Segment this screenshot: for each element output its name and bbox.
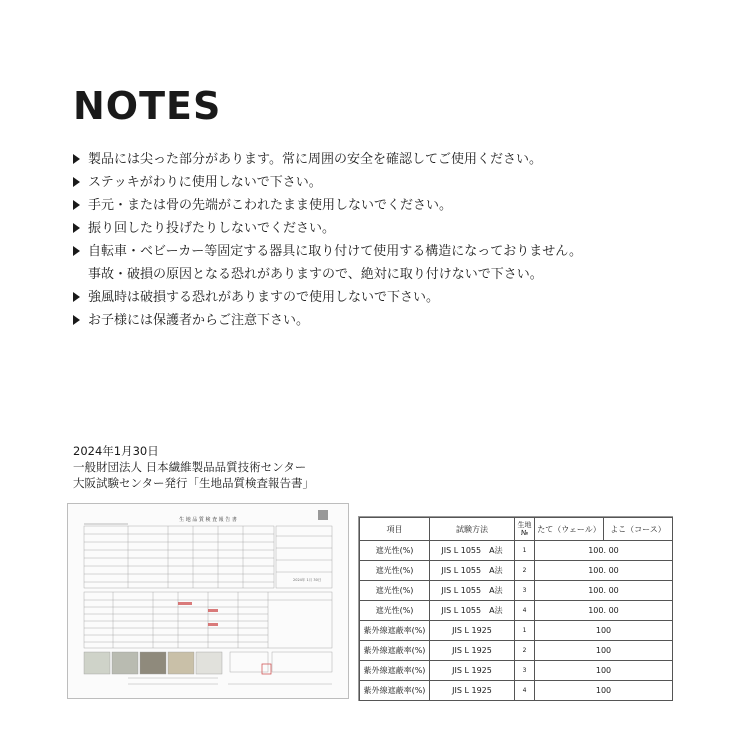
cell-no: 4 bbox=[515, 681, 535, 701]
bullet-triangle-icon bbox=[73, 246, 80, 256]
note-item bbox=[73, 171, 713, 194]
test-results-table bbox=[358, 516, 673, 701]
note-item bbox=[73, 240, 713, 263]
table-row bbox=[360, 621, 673, 641]
table-row bbox=[360, 661, 673, 681]
report-date-line: 2024年 1月 30日 bbox=[293, 578, 322, 582]
note-item bbox=[73, 194, 713, 217]
note-text: 自転車・ベビーカー等固定する器具に取り付けて使用する構造になっておりません。 bbox=[88, 244, 583, 259]
source-issuer: 大阪試験センター発行「生地品質検査報告書」 bbox=[73, 476, 315, 490]
bullet-triangle-icon bbox=[73, 154, 80, 164]
table-row bbox=[360, 601, 673, 621]
note-text: 手元・または骨の先端がこわれたまま使用しないでください。 bbox=[88, 198, 453, 213]
cell-item: 紫外線遮蔽率(%) bbox=[360, 641, 430, 661]
cell-no: 2 bbox=[515, 561, 535, 581]
cell-value: 100. 00 bbox=[535, 601, 673, 621]
cell-item: 紫外線遮蔽率(%) bbox=[360, 661, 430, 681]
cell-no: 3 bbox=[515, 661, 535, 681]
bullet-triangle-icon bbox=[73, 200, 80, 210]
cell-item: 遮光性(%) bbox=[360, 541, 430, 561]
cell-method: JIS L 1055 A法 bbox=[430, 561, 515, 581]
bullet-triangle-icon bbox=[73, 315, 80, 325]
cell-value: 100 bbox=[535, 661, 673, 681]
cell-method: JIS L 1055 A法 bbox=[430, 541, 515, 561]
bullet-triangle-icon bbox=[73, 223, 80, 233]
cell-item: 紫外線遮蔽率(%) bbox=[360, 681, 430, 701]
cell-value: 100 bbox=[535, 641, 673, 661]
cell-item: 遮光性(%) bbox=[360, 561, 430, 581]
cell-value: 100. 00 bbox=[535, 541, 673, 561]
notes-list bbox=[73, 148, 713, 332]
table-row bbox=[360, 561, 673, 581]
column-header: よこ（コース） bbox=[604, 518, 673, 541]
note-text: 強風時は破損する恐れがありますので使用しないで下さい。 bbox=[88, 290, 440, 305]
cell-method: JIS L 1925 bbox=[430, 661, 515, 681]
cell-value: 100. 00 bbox=[535, 561, 673, 581]
note-text: 振り回したり投げたりしないでください。 bbox=[88, 221, 336, 236]
cell-no: 4 bbox=[515, 601, 535, 621]
cell-method: JIS L 1925 bbox=[430, 641, 515, 661]
report-heading: 生 地 品 質 検 査 報 告 書 bbox=[179, 517, 237, 523]
column-header: 生地 № bbox=[515, 518, 535, 541]
cell-item: 紫外線遮蔽率(%) bbox=[360, 621, 430, 641]
source-organization: 一般財団法人 日本繊維製品品質技術センター bbox=[73, 460, 307, 474]
cell-method: JIS L 1925 bbox=[430, 681, 515, 701]
report-scan-image bbox=[67, 503, 349, 699]
column-header: 項目 bbox=[360, 518, 430, 541]
cell-value: 100. 00 bbox=[535, 581, 673, 601]
note-item-continuation bbox=[73, 263, 713, 286]
note-item bbox=[73, 286, 713, 309]
table-row bbox=[360, 581, 673, 601]
column-header: 試験方法 bbox=[430, 518, 515, 541]
table-row bbox=[360, 641, 673, 661]
bullet-triangle-icon bbox=[73, 292, 80, 302]
bullet-triangle-icon bbox=[73, 177, 80, 187]
cell-method: JIS L 1055 A法 bbox=[430, 581, 515, 601]
note-text: お子様には保護者からご注意下さい。 bbox=[88, 313, 310, 328]
note-item bbox=[73, 217, 713, 240]
note-text: 事故・破損の原因となる恐れがありますので、絶対に取り付けないで下さい。 bbox=[88, 267, 543, 282]
table-row bbox=[360, 681, 673, 701]
cell-no: 1 bbox=[515, 541, 535, 561]
note-text: ステッキがわりに使用しないで下さい。 bbox=[88, 175, 322, 190]
cell-no: 1 bbox=[515, 621, 535, 641]
cell-method: JIS L 1055 A法 bbox=[430, 601, 515, 621]
source-date: 2024年1月30日 bbox=[73, 444, 159, 458]
note-text: 製品には尖った部分があります。常に周囲の安全を確認してご使用ください。 bbox=[88, 152, 542, 167]
cell-item: 遮光性(%) bbox=[360, 581, 430, 601]
note-item bbox=[73, 309, 713, 332]
cell-value: 100 bbox=[535, 621, 673, 641]
cell-item: 遮光性(%) bbox=[360, 601, 430, 621]
cell-no: 2 bbox=[515, 641, 535, 661]
report-scan-graphic bbox=[68, 504, 348, 698]
fabric-swatches bbox=[84, 652, 222, 674]
qr-code-icon bbox=[318, 510, 328, 520]
table-row bbox=[360, 541, 673, 561]
note-item bbox=[73, 148, 713, 171]
column-header: たて（ウェール） bbox=[535, 518, 604, 541]
source-info bbox=[73, 443, 314, 491]
cell-no: 3 bbox=[515, 581, 535, 601]
page-title: NOTES bbox=[73, 84, 222, 128]
cell-value: 100 bbox=[535, 681, 673, 701]
cell-method: JIS L 1925 bbox=[430, 621, 515, 641]
table-header-row bbox=[360, 518, 673, 541]
